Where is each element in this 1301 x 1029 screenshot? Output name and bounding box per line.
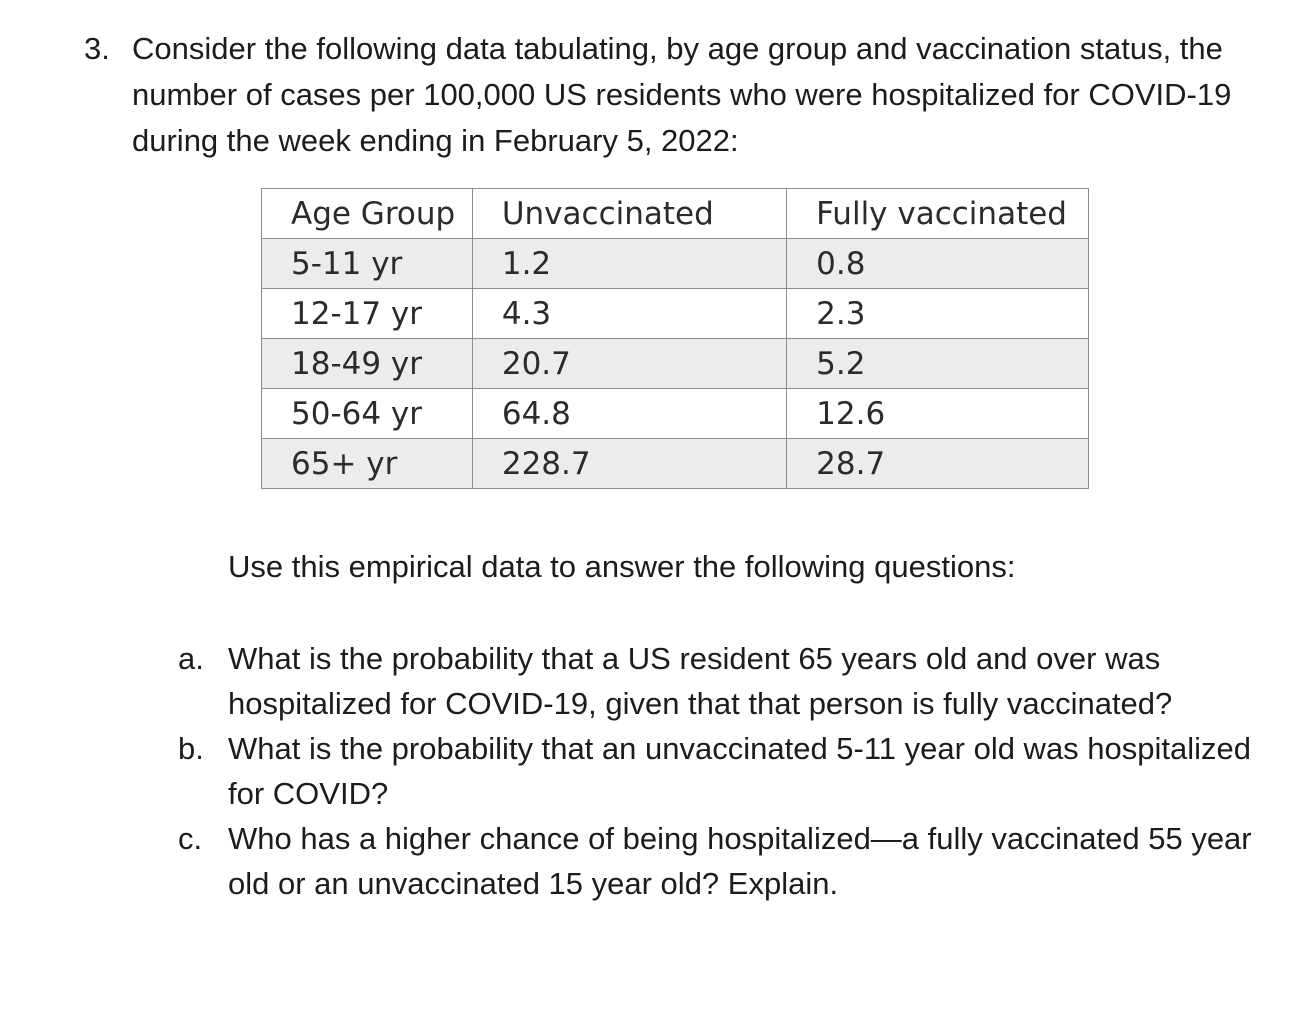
question-text: What is the probability that a US resident 65 years old and over was hospitalized for COVID-19, given that that person is fully vaccinated? (228, 641, 1173, 721)
fully-vaccinated-cell: 28.7 (787, 439, 1089, 489)
question-text: Who has a higher chance of being hospitalized—a fully vaccinated 55 year old or an unvaccinated 15 year old? Explain. (228, 821, 1252, 901)
unvaccinated-cell: 1.2 (472, 239, 786, 289)
column-header-unvaccinated: Unvaccinated (472, 189, 786, 239)
fully-vaccinated-cell: 12.6 (787, 389, 1089, 439)
column-header-age-group: Age Group (262, 189, 473, 239)
question-item (178, 636, 1288, 726)
unvaccinated-cell: 20.7 (472, 339, 786, 389)
unvaccinated-cell: 228.7 (472, 439, 786, 489)
table-row (262, 339, 1089, 389)
problem-stem: Consider the following data tabulating, by age group and vaccination status, the number of cases per 100,000 US residents who were hospitalized for COVID-19 during the week ending in February 5, 2022: (132, 31, 1232, 158)
instruction-text: Use this empirical data to answer the following questions: (228, 549, 1016, 584)
table-row (262, 439, 1089, 489)
question-item (178, 726, 1288, 816)
question-letter: b. (178, 731, 204, 766)
unvaccinated-cell: 64.8 (472, 389, 786, 439)
question-item (178, 816, 1288, 906)
question-letter: a. (178, 641, 204, 676)
fully-vaccinated-cell: 5.2 (787, 339, 1089, 389)
question-letter: c. (178, 821, 203, 856)
question-list (178, 636, 1288, 906)
column-header-fully-vaccinated: Fully vaccinated (787, 189, 1089, 239)
unvaccinated-cell: 4.3 (472, 289, 786, 339)
problem-statement (84, 26, 1294, 164)
table-header-row (262, 189, 1089, 239)
problem-number: 3. (84, 31, 110, 66)
age-group-cell: 12-17 yr (262, 289, 473, 339)
age-group-cell: 65+ yr (262, 439, 473, 489)
table-row (262, 239, 1089, 289)
age-group-cell: 18-49 yr (262, 339, 473, 389)
fully-vaccinated-cell: 2.3 (787, 289, 1089, 339)
hospitalization-table (261, 188, 1089, 489)
table-row (262, 389, 1089, 439)
fully-vaccinated-cell: 0.8 (787, 239, 1089, 289)
question-text: What is the probability that an unvaccinated 5-11 year old was hospitalized for COVID? (228, 731, 1252, 811)
age-group-cell: 5-11 yr (262, 239, 473, 289)
table-row (262, 289, 1089, 339)
age-group-cell: 50-64 yr (262, 389, 473, 439)
